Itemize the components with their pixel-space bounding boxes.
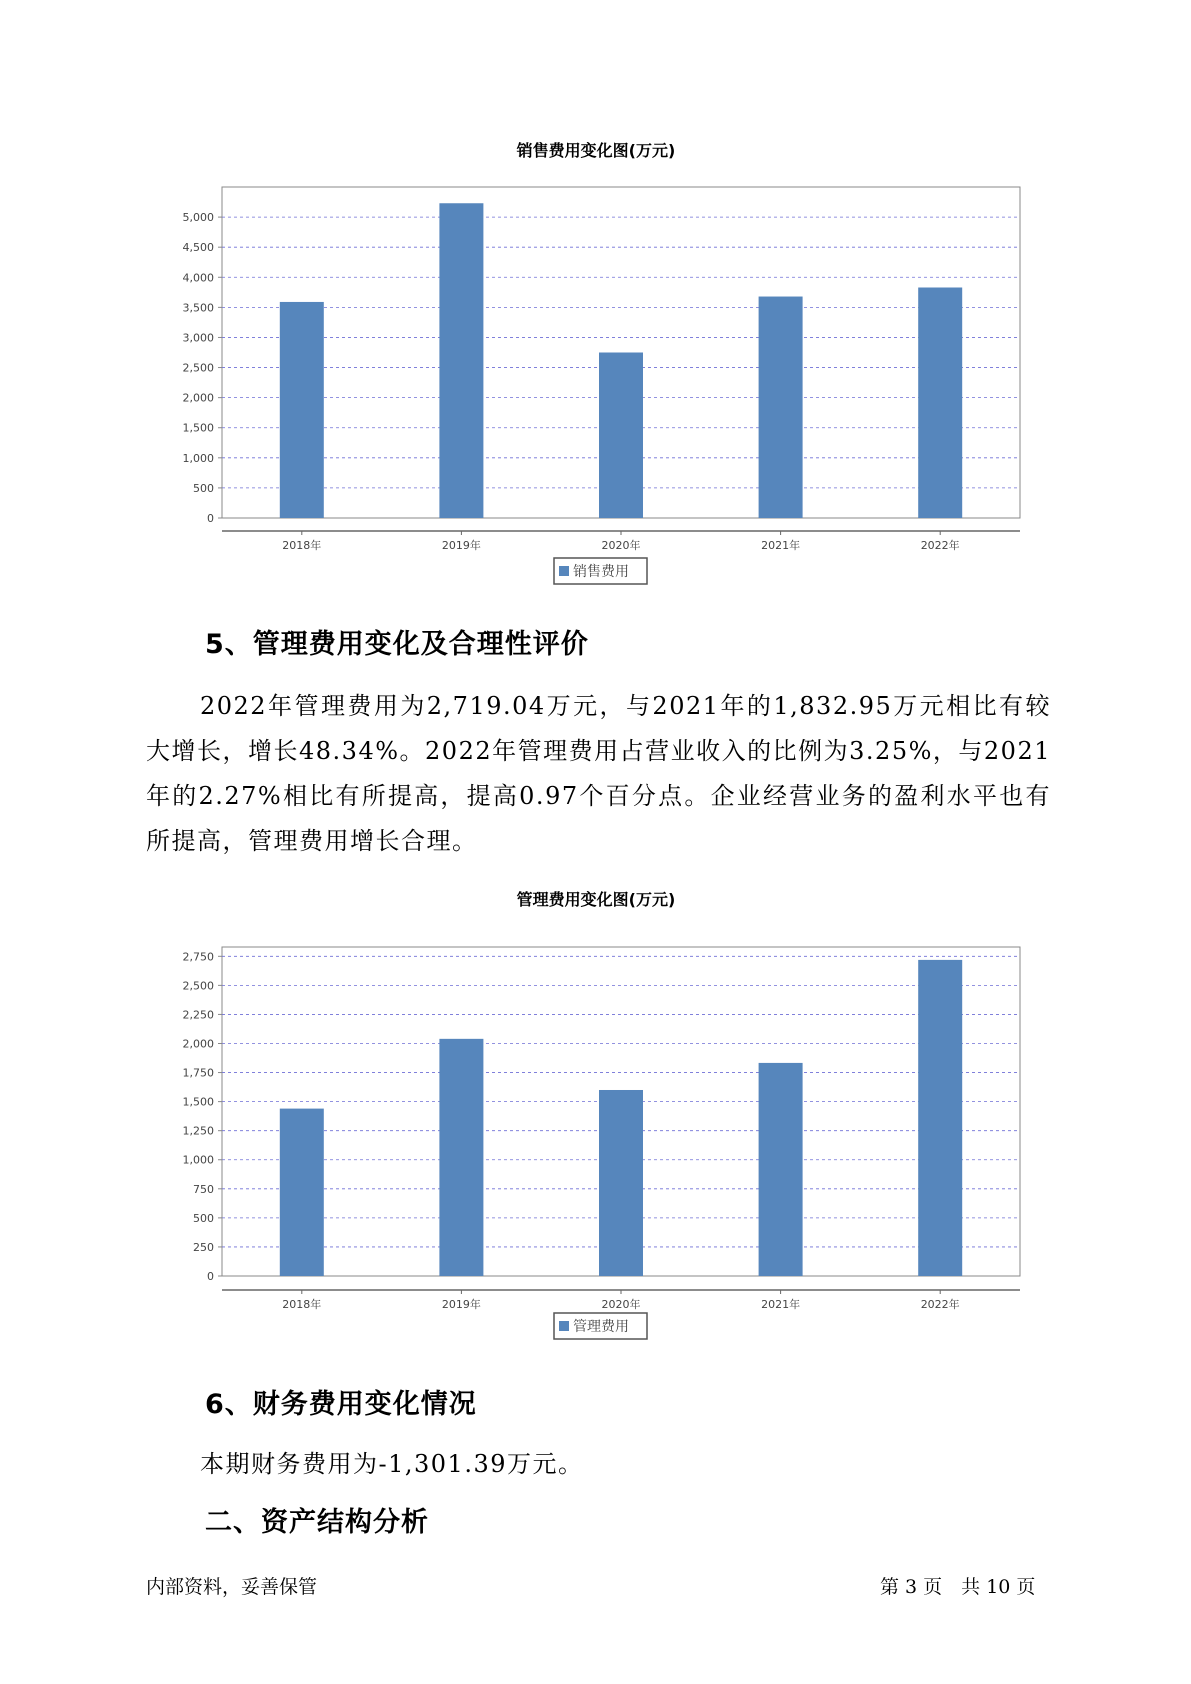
y-tick-label: 2,250 — [182, 1008, 214, 1022]
y-tick-label: 0 — [207, 512, 214, 525]
footer-confidential-note: 内部资料，妥善保管 — [146, 1576, 318, 1598]
section-5-paragraph: 2022年管理费用为2,719.04万元，与2021年的1,832.95万元相比有较大增长，增长48.34%。2022年管理费用占营业收入的比例为3.25%，与2021年的2.27%相比有所提高，提高0.97个百分点。企业经营业务的盈利水平也有所提高，管理费用增长合理。 — [146, 692, 1051, 855]
bar — [759, 1063, 803, 1276]
chart-title: 管理费用变化图(万元) — [516, 890, 676, 909]
x-tick-label: 2020年 — [601, 1298, 641, 1311]
management-expense-chart — [0, 885, 1191, 1351]
x-tick-label: 2018年 — [282, 1298, 322, 1311]
x-tick-label: 2018年 — [282, 539, 322, 552]
y-tick-label: 2,500 — [182, 361, 214, 375]
y-tick-label: 1,000 — [182, 1153, 214, 1167]
legend-label: 销售费用 — [573, 564, 629, 580]
legend-swatch — [559, 1321, 569, 1331]
y-tick-label: 2,500 — [182, 979, 214, 993]
bar — [280, 1109, 324, 1276]
y-tick-label: 500 — [193, 1211, 214, 1225]
bar — [759, 297, 803, 518]
y-tick-label: 5,000 — [182, 211, 214, 225]
bar — [599, 353, 643, 519]
bar — [599, 1090, 643, 1276]
bar — [439, 203, 483, 518]
y-tick-label: 1,000 — [182, 451, 214, 465]
management-expense-chart-svg — [0, 885, 1191, 1351]
x-tick-label: 2020年 — [601, 539, 641, 552]
x-tick-label: 2022年 — [920, 1298, 960, 1311]
legend-swatch — [559, 566, 569, 576]
y-tick-label: 250 — [193, 1240, 214, 1254]
y-tick-label: 1,500 — [182, 1095, 214, 1109]
x-tick-label: 2021年 — [761, 539, 801, 552]
legend-label: 管理费用 — [573, 1319, 629, 1335]
y-tick-label: 0 — [207, 1270, 214, 1283]
bar — [439, 1039, 483, 1276]
y-tick-label: 750 — [193, 1182, 214, 1196]
x-tick-label: 2019年 — [441, 539, 481, 552]
x-tick-label: 2019年 — [441, 1298, 481, 1311]
section-6-paragraph: 本期财务费用为-1,301.39万元。 — [200, 1450, 584, 1478]
y-tick-label: 2,000 — [182, 391, 214, 405]
chart-title: 销售费用变化图(万元) — [516, 141, 676, 160]
footer-page-number: 第 3 页 共 10 页 — [880, 1576, 1036, 1598]
y-tick-label: 2,000 — [182, 1037, 214, 1051]
y-tick-label: 4,500 — [182, 241, 214, 255]
section-two-heading: 二、资产结构分析 — [205, 1507, 429, 1538]
chart-legend — [554, 558, 647, 584]
bar — [918, 960, 962, 1276]
y-tick-label: 2,750 — [182, 950, 214, 964]
sales-expense-chart-svg — [0, 130, 1191, 600]
y-tick-label: 1,250 — [182, 1124, 214, 1138]
section-6-heading: 6、财务费用变化情况 — [205, 1389, 477, 1420]
sales-expense-chart — [0, 130, 1191, 600]
section-5-heading: 5、管理费用变化及合理性评价 — [205, 629, 589, 660]
y-tick-label: 4,000 — [182, 271, 214, 285]
bar — [918, 288, 962, 518]
y-tick-label: 3,500 — [182, 301, 214, 315]
y-tick-label: 3,000 — [182, 331, 214, 345]
y-tick-label: 1,500 — [182, 421, 214, 435]
x-tick-label: 2022年 — [920, 539, 960, 552]
y-tick-label: 1,750 — [182, 1066, 214, 1080]
x-tick-label: 2021年 — [761, 1298, 801, 1311]
y-tick-label: 500 — [193, 481, 214, 495]
bar — [280, 302, 324, 518]
chart-legend — [554, 1313, 647, 1339]
